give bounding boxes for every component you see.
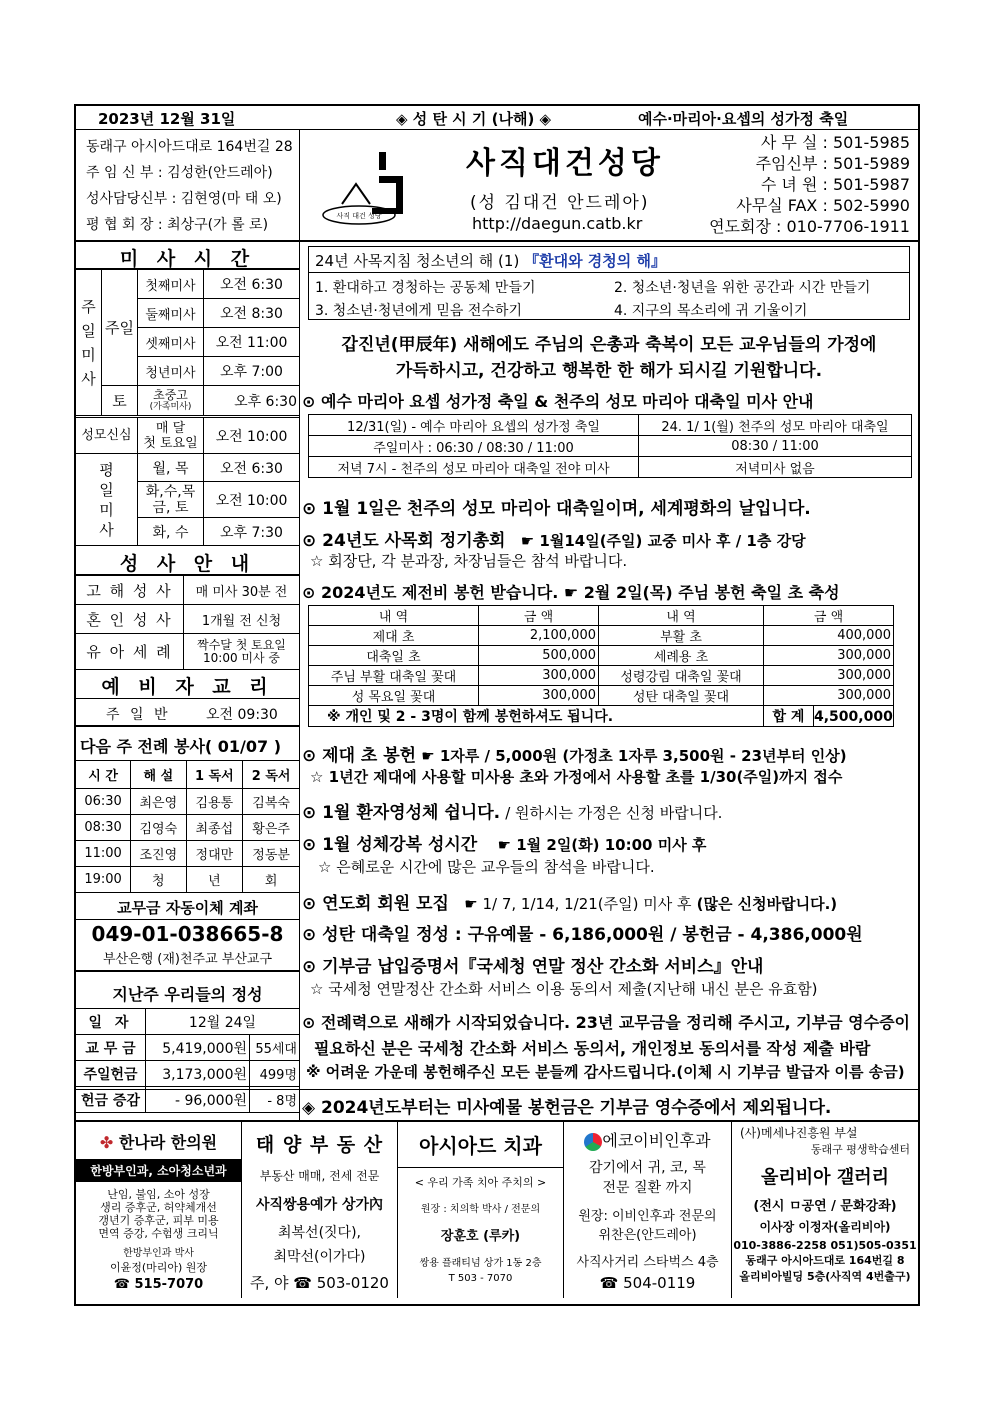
schedule-cell: 24. 1/ 1(월) 천주의 성모 마리아 대축일 bbox=[639, 415, 912, 436]
notice-column bbox=[300, 242, 918, 1120]
service-cell: 년 bbox=[186, 867, 243, 893]
notice-benediction: ⊙ 1월 성체강복 성시간 ☛ 1월 2일(화) 10:00 미사 후 bbox=[302, 835, 707, 855]
church-title-block bbox=[300, 130, 700, 240]
notice-sub: ☆ 회장단, 각 분과장, 차장님들은 참석 바랍니다. bbox=[310, 552, 628, 570]
ad-line: 원장 : 치의학 박사 / 전문의 bbox=[420, 1204, 541, 1215]
mass-subname: (가족미사) bbox=[149, 401, 192, 412]
holy-family-title: ⊙ 예수 마리아 요셉 성가정 축일 & 천주의 성모 마리아 대축일 미사 안내 bbox=[302, 392, 814, 411]
fund-amount: 300,000 bbox=[764, 686, 894, 706]
fund-head: 내 역 bbox=[309, 606, 479, 626]
offering-head: 일 자 bbox=[76, 1009, 146, 1035]
pastoral-theme: 『환대와 경청의 해』 bbox=[524, 252, 666, 270]
schedule-cell: 저녁 7시 - 천주의 성모 마리아 대축일 전야 미사 bbox=[309, 457, 639, 478]
altar-fund-table bbox=[308, 605, 894, 727]
liturgical-season: ◈ 성 탄 시 기 (나해) ◈ bbox=[396, 110, 552, 128]
sacrament-info: 1개월 전 신청 bbox=[184, 605, 300, 634]
notice-contribution: ⊙ 전례력으로 새해가 시작되었습니다. 23년 교무금을 정리해 주시고, 기부금 영수증이 bbox=[302, 1013, 911, 1032]
notice-general-assembly: ⊙ 24년도 사목회 정기총회 ☛ 1월14일(주일) 교중 미사 후 / 1층 강당 bbox=[302, 531, 806, 551]
ad-ent-clinic bbox=[564, 1122, 732, 1298]
ad-line: 감기에서 귀, 코, 목 bbox=[589, 1160, 706, 1176]
fund-amount: 500,000 bbox=[479, 646, 599, 666]
council-president: 평 협 회 장 : 최상구(가 롤 로) bbox=[86, 217, 269, 233]
ad-line: 올리비아빌딩 5층(사직역 4번출구) bbox=[739, 1270, 911, 1283]
ad-line: 원장: 이비인후과 전문의 bbox=[578, 1209, 717, 1224]
weekday-mass-label: 평일미사 bbox=[76, 454, 138, 546]
service-head: 시 간 bbox=[76, 761, 131, 789]
fund-head: 금 액 bbox=[764, 606, 894, 626]
bulletin-date: 2023년 12월 31일 bbox=[98, 110, 236, 128]
guideline-item: 4. 지구의 목소리에 귀 기울이기 bbox=[614, 303, 808, 319]
service-cell: 정동분 bbox=[243, 841, 300, 867]
mass-time: 오전 6:30 bbox=[204, 270, 300, 299]
offering-label: 교 무 금 bbox=[76, 1035, 146, 1061]
ad-line: 쌍용 플래티넘 상가 1동 2층 bbox=[419, 1258, 542, 1269]
sacrament-name: 고 해 성 사 bbox=[76, 576, 184, 605]
fund-item: 제대 초 bbox=[309, 626, 479, 646]
mass-time: 오전 8:30 bbox=[204, 299, 300, 328]
weekday-time: 오후 7:30 bbox=[204, 518, 300, 546]
ad-line: 동래구 평생학습센터 bbox=[810, 1143, 910, 1156]
pastor-name: 주 임 신 부 : 김성한(안드레아) bbox=[86, 165, 273, 181]
pastoral-guideline-title: 24년 사목지침 청소년의 해 (1) 『환대와 경청의 해』 bbox=[315, 252, 666, 270]
mass-time: 오후 6:30 bbox=[204, 386, 300, 416]
mass-times-table bbox=[75, 269, 300, 416]
fund-total: 4,500,000 bbox=[814, 709, 893, 725]
ad-name: 에코이비인후과 bbox=[602, 1131, 711, 1150]
sacrament-name: 유 아 세 례 bbox=[76, 634, 184, 670]
ad-phone: ☎ 504-0119 bbox=[599, 1274, 696, 1292]
fund-item: 성 목요일 꽃대 bbox=[309, 686, 479, 706]
notice-requiem-recruit: ⊙ 연도회 회원 모집 ☛ 1/ 7, 1/14, 1/21(주일) 미사 후 (많은 신청바랍니다.) bbox=[302, 894, 838, 914]
offering-amount: 5,419,000원 bbox=[146, 1035, 250, 1061]
service-cell: 11:00 bbox=[76, 841, 131, 867]
weekday-days: 화,수,목 금, 토 bbox=[138, 482, 204, 518]
schedule-cell: 08:30 / 11:00 bbox=[639, 436, 912, 457]
ad-doctor: 장훈호 (루카) bbox=[440, 1229, 521, 1244]
ad-oriental-clinic bbox=[76, 1122, 242, 1298]
first-saturday-label: 매 달 첫 토요일 bbox=[138, 418, 204, 454]
ad-line: 갱년기 증후군, 피부 미용 bbox=[98, 1214, 219, 1227]
ad-line: 사직쌍용예가 상가內 bbox=[255, 1197, 384, 1213]
service-cell: 최은영 bbox=[131, 789, 186, 815]
mass-name: 초중고 bbox=[153, 387, 188, 402]
notice-sub: ☆ 은혜로운 시간에 많은 교우들의 참석을 바랍니다. bbox=[318, 858, 655, 876]
ad-line: < 우리 가족 치아 주치의 > bbox=[398, 1167, 563, 1190]
mass-time: 오후 7:00 bbox=[204, 357, 300, 386]
divider bbox=[76, 1089, 918, 1090]
fund-amount: 300,000 bbox=[479, 686, 599, 706]
ad-line: 이사장 이정자(올리비아) bbox=[759, 1220, 891, 1234]
notice-mass-stipend: ◈ 2024년도부터는 미사예물 봉헌금은 기부금 영수증에서 제외됩니다. bbox=[302, 1098, 832, 1118]
ad-line: 면역 증강, 수험생 크리닉 bbox=[98, 1227, 219, 1240]
first-saturday-table bbox=[75, 417, 300, 454]
service-title: 다음 주 전례 봉사( 01/07 ) bbox=[80, 737, 282, 756]
service-cell: 김용통 bbox=[186, 789, 243, 815]
fund-amount: 300,000 bbox=[764, 646, 894, 666]
fund-item: 부활 초 bbox=[599, 626, 764, 646]
church-patron: (성 김대건 안드레아) bbox=[470, 193, 650, 213]
service-cell: 정대만 bbox=[186, 841, 243, 867]
fund-total-label: 합 계 bbox=[764, 706, 814, 726]
fund-item: 대축일 초 bbox=[309, 646, 479, 666]
fund-head: 금 액 bbox=[479, 606, 599, 626]
guideline-item: 1. 환대하고 경청하는 공동체 만들기 bbox=[315, 280, 536, 296]
church-logo-icon bbox=[314, 142, 424, 232]
ad-line: 난임, 불임, 소아 성장 bbox=[107, 1188, 210, 1201]
ad-line: 사직사거리 스타벅스 4층 bbox=[576, 1255, 719, 1270]
catechism-class: 주 일 반 bbox=[106, 707, 171, 723]
fund-note: ※ 개인 및 2 - 3명이 함께 봉헌하셔도 됩니다. bbox=[309, 706, 764, 727]
ad-doctor: 위찬은(안드레아) bbox=[598, 1228, 697, 1243]
church-address: 동래구 아시아드대로 164번길 28 bbox=[86, 139, 293, 155]
transfer-title: 교무금 자동이체 계좌 bbox=[76, 894, 299, 920]
offering-label: 헌금 증감 bbox=[76, 1087, 146, 1113]
church-info bbox=[76, 130, 300, 240]
weekday-days: 월, 목 bbox=[138, 454, 204, 482]
offering-date: 12월 24일 bbox=[146, 1009, 300, 1035]
offering-count: 499명 bbox=[250, 1061, 300, 1087]
service-cell: 회 bbox=[243, 867, 300, 893]
left-column bbox=[76, 242, 300, 1120]
ad-dental bbox=[398, 1122, 564, 1298]
fund-amount: 300,000 bbox=[479, 666, 599, 686]
notice-candle: ⊙ 제대 초 봉헌 ☛ 1자루 / 5,000원 (가정초 1자루 3,500원 - 23년부터 인상) bbox=[302, 746, 847, 766]
account-number: 049-01-038665-8 bbox=[91, 922, 284, 946]
sunday-mass-label: 주일미사 bbox=[76, 270, 102, 416]
notice-contribution-2: 필요하신 분은 국세청 간소화 서비스 동의서, 개인정보 동의서를 작성 제출 바람 bbox=[314, 1039, 871, 1058]
ad-gallery bbox=[732, 1122, 918, 1298]
fund-amount: 300,000 bbox=[764, 666, 894, 686]
service-cell: 최종섭 bbox=[186, 815, 243, 841]
offering-table bbox=[75, 1008, 300, 1113]
convent-phone: 수 녀 원 : 501-5987 bbox=[760, 175, 910, 194]
service-cell: 19:00 bbox=[76, 867, 131, 893]
schedule-cell: 12/31(일) - 예수 마리아 요셉의 성가정 축일 bbox=[309, 415, 639, 436]
offering-count: - 8명 bbox=[250, 1087, 300, 1113]
ad-phone: T 503 - 7070 bbox=[448, 1273, 513, 1284]
fund-item: 세례용 초 bbox=[599, 646, 764, 666]
ad-line: (사)메세나진흥원 부설 bbox=[740, 1126, 858, 1140]
notice-tax-receipt: ⊙ 기부금 납입증명서『국세청 연말 정산 간소화 서비스』안내 bbox=[302, 957, 764, 977]
notice-new-year: ⊙ 1월 1일은 천주의 성모 마리아 대축일이며, 세계평화의 날입니다. bbox=[302, 499, 811, 519]
service-head: 2 독서 bbox=[243, 761, 300, 789]
requiem-phone: 연도회장 : 010-7706-1911 bbox=[709, 217, 910, 236]
ad-line: 부동산 매매, 전세 전문 bbox=[259, 1169, 380, 1183]
sacrament-info: 매 미사 30분 전 bbox=[184, 576, 300, 605]
ad-line: 동래구 아시아드대로 164번길 8 bbox=[745, 1254, 905, 1267]
ad-line: 생리 증후군, 허약체개선 bbox=[100, 1201, 217, 1214]
ad-line: 전문 질환 까지 bbox=[602, 1180, 693, 1196]
mass-name: 청년미사 bbox=[138, 357, 204, 386]
ad-phone: 010-3886-2258 051)505-0351 bbox=[733, 1239, 917, 1252]
ad-doctor: 이윤정(마리아) 원장 bbox=[109, 1261, 208, 1274]
sunday-label: 주일 bbox=[102, 270, 138, 386]
ad-phone: ☎ 515-7070 bbox=[113, 1277, 204, 1292]
ad-line: 최막선(이가다) bbox=[273, 1249, 366, 1265]
first-saturday-time: 오전 10:00 bbox=[204, 418, 300, 454]
mass-time: 오전 11:00 bbox=[204, 328, 300, 357]
schedule-cell: 주일미사 : 06:30 / 08:30 / 11:00 bbox=[309, 436, 639, 457]
clinic-logo-icon: ✤ bbox=[99, 1133, 114, 1152]
bulletin-page bbox=[74, 104, 920, 1306]
weekday-time: 오전 10:00 bbox=[204, 482, 300, 518]
feast-name: 예수·마리아·요셉의 성가정 축일 bbox=[638, 110, 849, 128]
sacrament-name: 혼 인 성 사 bbox=[76, 605, 184, 634]
sacrament-title: 성 사 안 내 bbox=[76, 547, 299, 575]
mass-name: 셋째미사 bbox=[138, 328, 204, 357]
ad-name: 올리비아 갤러리 bbox=[761, 1167, 889, 1188]
notice-sick-communion: ⊙ 1월 환자영성체 쉽니다. / 원하시는 가정은 신청 바랍니다. bbox=[302, 803, 723, 823]
bank-name: 부산은행 (재)천주교 부산교구 bbox=[102, 952, 273, 967]
service-cell: 08:30 bbox=[76, 815, 131, 841]
catechism-time: 오전 09:30 bbox=[206, 707, 278, 723]
ad-name: 태 양 부 동 산 bbox=[255, 1134, 384, 1156]
service-cell: 김영숙 bbox=[131, 815, 186, 841]
service-head: 1 독서 bbox=[186, 761, 243, 789]
header-strip bbox=[76, 106, 918, 130]
ad-line: 최복선(짓다), bbox=[278, 1225, 361, 1241]
phone-list bbox=[676, 132, 910, 237]
catechism-row bbox=[76, 699, 299, 727]
office-phone: 사 무 실 : 501-5985 bbox=[760, 133, 910, 152]
ent-logo-icon bbox=[584, 1133, 602, 1151]
fund-item: 성탄 대축일 꽃대 bbox=[599, 686, 764, 706]
service-table bbox=[75, 760, 300, 893]
marian-devotion-label: 성모신심 bbox=[76, 418, 138, 454]
holy-family-table bbox=[308, 414, 912, 478]
ad-name: 아시아드 치과 bbox=[419, 1134, 542, 1158]
fax-number: 사무실 FAX : 502-5990 bbox=[736, 196, 910, 215]
fund-amount: 2,100,000 bbox=[479, 626, 599, 646]
service-cell: 청 bbox=[131, 867, 186, 893]
pastor-phone: 주임신부 : 501-5989 bbox=[755, 154, 910, 173]
ad-doctor: 한방부인과 박사 bbox=[123, 1248, 194, 1259]
sacrament-table bbox=[75, 575, 300, 670]
pastoral-guideline-box bbox=[308, 246, 910, 320]
notice-sub: ☆ 1년간 제대에 사용할 미사용 초와 가정에서 사용할 초를 1/30(주일)까지 접수 bbox=[310, 768, 843, 786]
weekday-days: 화, 수 bbox=[138, 518, 204, 546]
divider bbox=[76, 970, 299, 972]
notice-christmas-offering: ⊙ 성탄 대축일 정성 : 구유예물 - 6,186,000원 / 봉헌금 - 4,386,000원 bbox=[302, 925, 863, 945]
catechism-title: 예 비 자 교 리 bbox=[76, 670, 299, 699]
service-cell: 황은주 bbox=[243, 815, 300, 841]
ad-dept: 한방부인과, 소아청소년과 bbox=[76, 1159, 241, 1182]
greeting-line: 갑진년(甲辰年) 새해에도 주님의 은총과 축복이 모든 교우님들의 가정에 bbox=[341, 335, 877, 355]
ads-row bbox=[76, 1120, 918, 1304]
church-url[interactable]: http://daegun.catb.kr bbox=[472, 214, 643, 233]
service-cell: 06:30 bbox=[76, 789, 131, 815]
service-head: 해 설 bbox=[131, 761, 186, 789]
fund-item: 성령강림 대축일 꽃대 bbox=[599, 666, 764, 686]
mass-times-title: 미 사 시 간 bbox=[76, 242, 299, 269]
fund-head: 내 역 bbox=[599, 606, 764, 626]
ad-phone: 주, 야 ☎ 503-0120 bbox=[250, 1274, 389, 1292]
notice-altar-fund: ⊙ 2024년도 제전비 봉헌 받습니다. ☛ 2월 2일(목) 주님 봉헌 축일 초 축성 bbox=[302, 583, 840, 602]
fund-item: 주님 부활 대축일 꽃대 bbox=[309, 666, 479, 686]
service-cell: 조진영 bbox=[131, 841, 186, 867]
service-cell: 김복숙 bbox=[243, 789, 300, 815]
guideline-item: 2. 청소년·청년을 위한 공간과 시간 만들기 bbox=[614, 280, 871, 296]
weekday-mass-table bbox=[75, 453, 300, 546]
schedule-cell: 저녁미사 없음 bbox=[639, 457, 912, 478]
offering-amount: 3,173,000원 bbox=[146, 1061, 250, 1087]
church-name: 사직대건성당 bbox=[466, 146, 664, 181]
greeting-line: 가득하시고, 건강하고 행복한 한 해가 되시길 기원합니다. bbox=[395, 361, 823, 381]
offering-amount: - 96,000원 bbox=[146, 1087, 250, 1113]
ad-name: 한나라 한의원 bbox=[118, 1133, 218, 1152]
saturday-label: 토 bbox=[102, 386, 138, 416]
mass-name: 첫째미사 bbox=[138, 270, 204, 299]
assistant-priest: 성사담당신부 : 김현영(마 태 오) bbox=[86, 191, 282, 207]
offering-title: 지난주 우리들의 정성 bbox=[112, 985, 263, 1004]
notice-sub: ☆ 국세청 연말정산 간소화 서비스 이용 동의서 제출(지난해 내신 분은 유효함) bbox=[310, 980, 818, 998]
offering-label: 주일헌금 bbox=[76, 1061, 146, 1087]
sacrament-info: 짝수달 첫 토요일 10:00 미사 중 bbox=[184, 634, 300, 670]
weekday-time: 오전 6:30 bbox=[204, 454, 300, 482]
ad-real-estate bbox=[242, 1122, 398, 1298]
fund-amount: 400,000 bbox=[764, 626, 894, 646]
notice-thanks: ※ 어려운 가운데 봉헌해주신 모든 분들께 감사드립니다.(이체 시 기부금 발급자 이름 송금) bbox=[306, 1063, 905, 1081]
guideline-item: 3. 청소년·청년에게 믿음 전수하기 bbox=[315, 303, 522, 319]
ad-line: (전시 ㅁ공연 / 문화강좌) bbox=[753, 1199, 897, 1214]
mass-name: 둘째미사 bbox=[138, 299, 204, 328]
offering-count: 55세대 bbox=[250, 1035, 300, 1061]
svg-text:사직 대건 성당: 사직 대건 성당 bbox=[336, 212, 382, 220]
